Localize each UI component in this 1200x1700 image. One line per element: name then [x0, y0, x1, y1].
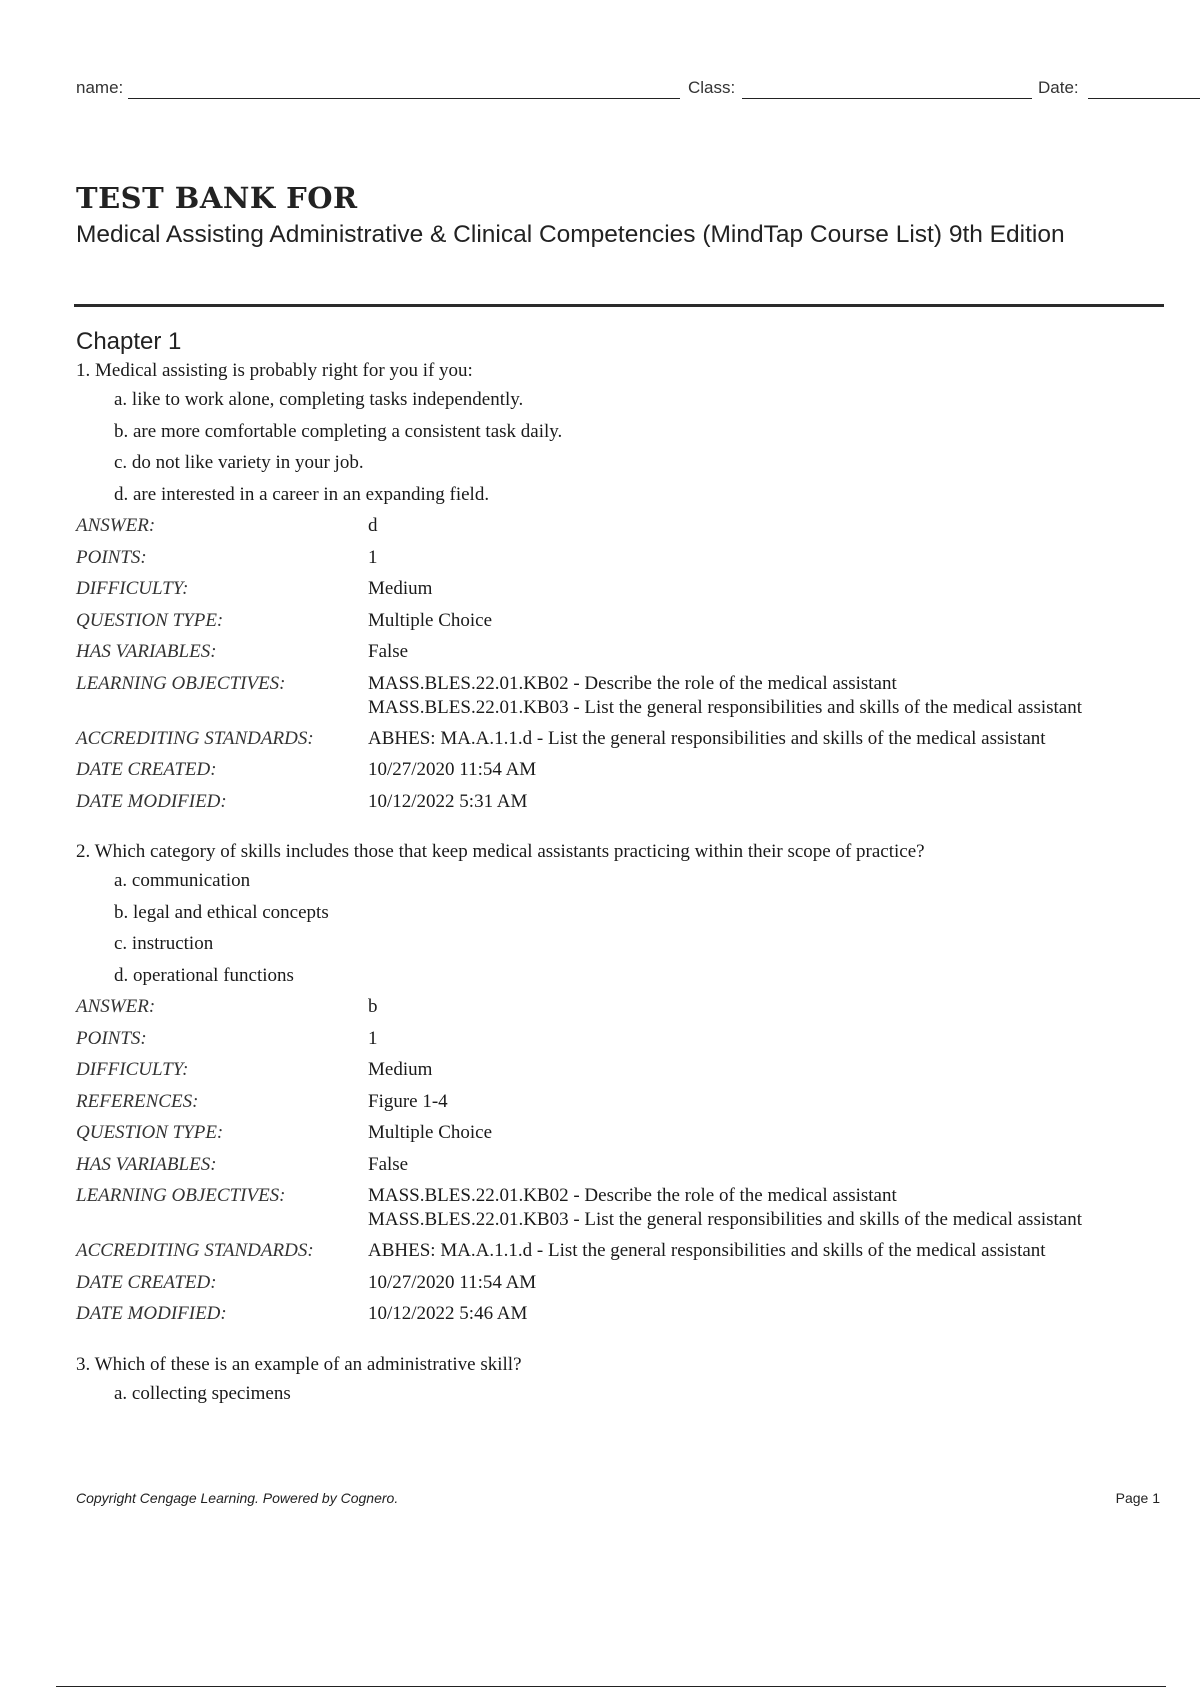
date-created-label: DATE CREATED:	[76, 1271, 217, 1293]
question-stem: 1. Medical assisting is probably right for you if you:	[76, 360, 473, 381]
chapter-heading: Chapter 1	[76, 328, 182, 355]
question-2	[76, 839, 1168, 1330]
option-a: a. communication	[114, 870, 251, 891]
references-label: REFERENCES:	[76, 1090, 199, 1112]
date-modified-row	[76, 786, 1168, 818]
accrediting-standards-row	[76, 723, 1168, 755]
learning-objective-1: MASS.BLES.22.01.KB02 - Describe the role of the medical assistant	[368, 672, 897, 694]
question-1	[76, 358, 1168, 817]
references-row	[76, 1086, 1168, 1118]
references-value: Figure 1-4	[368, 1090, 448, 1112]
date-modified-value: 10/12/2022 5:46 AM	[368, 1303, 528, 1324]
title-divider	[74, 304, 1164, 307]
difficulty-label: DIFFICULTY:	[76, 578, 189, 599]
date-field[interactable]	[1088, 98, 1200, 99]
difficulty-row	[76, 573, 1168, 605]
accrediting-standards-label: ACCREDITING STANDARDS:	[76, 727, 314, 749]
name-label: name:	[76, 78, 124, 97]
date-modified-row	[76, 1298, 1168, 1330]
learning-objective-1: MASS.BLES.22.01.KB02 - Describe the role of the medical assistant	[368, 1185, 897, 1206]
has-variables-value: False	[368, 1153, 409, 1175]
accrediting-standards-label: ACCREDITING STANDARDS:	[76, 1240, 314, 1261]
accrediting-standards-row	[76, 1235, 1168, 1267]
date-modified-label: DATE MODIFIED:	[76, 790, 227, 812]
date-label: Date:	[1038, 78, 1079, 97]
difficulty-value: Medium	[368, 578, 433, 599]
option-d: d. operational functions	[114, 964, 294, 986]
page-number: Page 1	[1115, 1490, 1160, 1506]
has-variables-row	[76, 636, 1168, 668]
learning-objectives-label: LEARNING OBJECTIVES:	[76, 672, 286, 694]
answer-label: ANSWER:	[76, 996, 156, 1017]
option-d: d. are interested in a career in an expanding field.	[114, 483, 490, 505]
question-type-row	[76, 1117, 1168, 1149]
option-a: a. collecting specimens	[114, 1382, 291, 1404]
date-created-label: DATE CREATED:	[76, 759, 217, 780]
date-modified-value: 10/12/2022 5:31 AM	[368, 790, 528, 812]
has-variables-label: HAS VARIABLES:	[76, 1153, 217, 1175]
has-variables-value: False	[368, 641, 409, 662]
points-row	[76, 1023, 1168, 1055]
question-type-row	[76, 605, 1168, 637]
date-created-value: 10/27/2020 11:54 AM	[368, 759, 537, 780]
question-type-value: Multiple Choice	[368, 1122, 493, 1143]
has-variables-label: HAS VARIABLES:	[76, 641, 217, 662]
question-type-value: Multiple Choice	[368, 609, 493, 631]
test-bank-heading: TEST BANK FOR	[76, 181, 358, 215]
question-stem: 3. Which of these is an example of an administrative skill?	[76, 1353, 522, 1375]
points-value: 1	[368, 1027, 378, 1049]
copyright-footer: Copyright Cengage Learning. Powered by Cognero.	[76, 1490, 399, 1506]
class-label: Class:	[688, 78, 736, 97]
learning-objectives-label: LEARNING OBJECTIVES:	[76, 1185, 286, 1206]
points-row	[76, 542, 1168, 574]
option-b: b. legal and ethical concepts	[114, 901, 329, 923]
date-created-row	[76, 754, 1168, 786]
learning-objectives-row	[76, 668, 1168, 723]
question-type-label: QUESTION TYPE:	[76, 609, 224, 631]
points-label: POINTS:	[76, 546, 147, 568]
date-modified-label: DATE MODIFIED:	[76, 1303, 227, 1324]
student-info-header	[76, 78, 1162, 104]
question-3	[76, 1352, 1168, 1410]
accrediting-standards-value: ABHES: MA.A.1.1.d - List the general responsibilities and skills of the medical assistant	[368, 1240, 1046, 1261]
class-field[interactable]	[742, 98, 1032, 99]
learning-objective-2: MASS.BLES.22.01.KB03 - List the general responsibilities and skills of the medical assistant	[368, 1209, 1083, 1230]
date-created-row	[76, 1267, 1168, 1299]
difficulty-row	[76, 1054, 1168, 1086]
learning-objectives-row	[76, 1180, 1168, 1235]
points-label: POINTS:	[76, 1027, 147, 1049]
answer-value: d	[368, 515, 378, 536]
question-type-label: QUESTION TYPE:	[76, 1122, 224, 1143]
option-c: c. instruction	[114, 933, 214, 954]
book-title: Medical Assisting Administrative & Clinical Competencies (MindTap Course List) 9th Edition	[76, 221, 1065, 248]
option-b: b. are more comfortable completing a consistent task daily.	[114, 420, 563, 442]
learning-objective-2: MASS.BLES.22.01.KB03 - List the general responsibilities and skills of the medical assistant	[368, 696, 1083, 718]
accrediting-standards-value: ABHES: MA.A.1.1.d - List the general responsibilities and skills of the medical assistant	[368, 727, 1046, 749]
answer-row	[76, 510, 1168, 542]
has-variables-row	[76, 1149, 1168, 1181]
date-created-value: 10/27/2020 11:54 AM	[368, 1271, 537, 1293]
answer-row	[76, 991, 1168, 1023]
name-field[interactable]	[128, 98, 680, 99]
document-title-block	[76, 180, 1166, 251]
option-c: c. do not like variety in your job.	[114, 452, 364, 473]
points-value: 1	[368, 546, 378, 568]
option-a: a. like to work alone, completing tasks independently.	[114, 389, 524, 410]
difficulty-label: DIFFICULTY:	[76, 1059, 189, 1080]
answer-label: ANSWER:	[76, 515, 156, 536]
answer-value: b	[368, 996, 378, 1017]
bottom-divider	[56, 1686, 1166, 1687]
question-list	[76, 358, 1168, 1431]
question-stem: 2. Which category of skills includes those that keep medical assistants practicing within their scope of practice?	[76, 841, 925, 862]
difficulty-value: Medium	[368, 1059, 433, 1080]
